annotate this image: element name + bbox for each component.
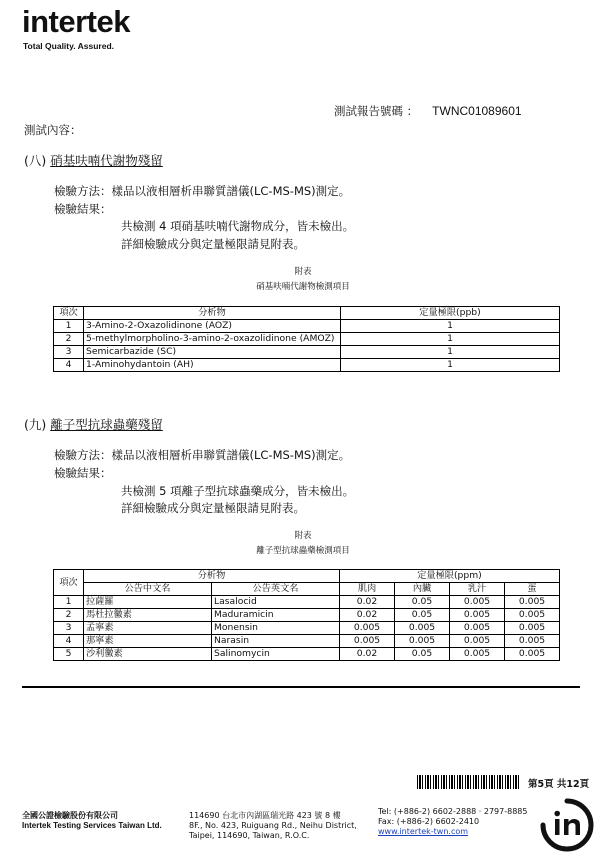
cell: 2 bbox=[54, 609, 84, 622]
footer-company bbox=[22, 811, 162, 831]
cell: 1 bbox=[341, 346, 560, 359]
anticoccidial-table bbox=[53, 569, 560, 661]
cell: 孟寧素 bbox=[84, 622, 212, 635]
divider bbox=[22, 686, 580, 688]
cell: 2 bbox=[54, 333, 84, 346]
cell: 1-Aminohydantoin (AH) bbox=[84, 359, 341, 372]
cell: 5 bbox=[54, 648, 84, 661]
section8-caption2: 硝基呋喃代謝物檢測項目 bbox=[256, 282, 350, 292]
col-header: 蛋 bbox=[505, 583, 560, 596]
cell: 1 bbox=[54, 320, 84, 333]
section8-method bbox=[54, 183, 350, 199]
section9-title-text: 離子型抗球蟲藥殘留 bbox=[50, 417, 163, 432]
method-text: 樣品以液相層析串聯質譜儀(LC-MS-MS)測定。 bbox=[111, 448, 351, 462]
cell: 4 bbox=[54, 359, 84, 372]
col-header: 公告英文名 bbox=[212, 583, 340, 596]
section8-result-line1: 共檢測 4 項硝基呋喃代謝物成分，皆未檢出。 bbox=[121, 219, 355, 233]
report-number-label: 測試報告號碼 ： bbox=[334, 104, 419, 118]
section8-prefix: (八) bbox=[24, 153, 47, 168]
fax: Fax: (+886-2) 6602-2410 bbox=[378, 817, 480, 826]
cell: 0.005 bbox=[505, 648, 560, 661]
cell: 0.005 bbox=[450, 609, 505, 622]
table-row bbox=[54, 648, 560, 661]
table-header-row bbox=[54, 570, 560, 583]
cell: 0.02 bbox=[340, 609, 395, 622]
table-row bbox=[54, 333, 560, 346]
cell: 0.005 bbox=[505, 635, 560, 648]
barcode bbox=[417, 775, 521, 789]
section9-result-line1: 共檢測 5 項離子型抗球蟲藥成分，皆未檢出。 bbox=[121, 484, 355, 498]
section8-caption1: 附表 bbox=[294, 267, 312, 277]
cell: 馬杜拉黴素 bbox=[84, 609, 212, 622]
cell: 0.005 bbox=[340, 622, 395, 635]
method-label: 檢驗方法： bbox=[54, 184, 112, 198]
cell: 0.02 bbox=[340, 648, 395, 661]
cell: 0.005 bbox=[505, 596, 560, 609]
col-header: 肌肉 bbox=[340, 583, 395, 596]
section9-caption1: 附表 bbox=[294, 531, 312, 541]
cell: 沙利黴素 bbox=[84, 648, 212, 661]
cell: Salinomycin bbox=[212, 648, 340, 661]
table-row bbox=[54, 622, 560, 635]
table-row bbox=[54, 359, 560, 372]
cell: 0.005 bbox=[450, 622, 505, 635]
cell: 0.02 bbox=[340, 596, 395, 609]
tel: Tel: (+886-2) 6602-2888 · 2797-8885 bbox=[378, 807, 528, 816]
section9-result-label: 檢驗結果： bbox=[54, 466, 112, 480]
section9-result-line2: 詳細檢驗成分與定量極限請見附表。 bbox=[121, 501, 305, 515]
col-header: 分析物 bbox=[84, 307, 341, 320]
cell: 0.005 bbox=[450, 648, 505, 661]
company-cn: 全國公證檢驗股份有限公司 bbox=[22, 811, 118, 820]
col-header: 分析物 bbox=[84, 570, 340, 583]
col-header: 定量極限(ppb) bbox=[341, 307, 560, 320]
address-en2: Taipei, 114690, Taiwan, R.O.C. bbox=[189, 831, 310, 840]
cell: Monensin bbox=[212, 622, 340, 635]
cell: 1 bbox=[341, 333, 560, 346]
col-header: 定量極限(ppm) bbox=[340, 570, 560, 583]
cell: 那寧素 bbox=[84, 635, 212, 648]
cell: 0.005 bbox=[450, 596, 505, 609]
page-number: 第5頁 共12頁 bbox=[528, 779, 590, 790]
cell: 0.05 bbox=[395, 609, 450, 622]
col-header: 內臟 bbox=[395, 583, 450, 596]
cell: 0.05 bbox=[395, 596, 450, 609]
col-header: 項次 bbox=[54, 570, 84, 596]
cell: 0.05 bbox=[395, 648, 450, 661]
intertek-logo: intertek bbox=[22, 4, 130, 39]
website-link[interactable]: www.intertek-twn.com bbox=[378, 827, 469, 836]
table-row bbox=[54, 596, 560, 609]
cell: 3 bbox=[54, 346, 84, 359]
table-subheader-row bbox=[54, 583, 560, 596]
section8-result-label: 檢驗結果： bbox=[54, 202, 112, 216]
section8-title-text: 硝基呋喃代謝物殘留 bbox=[50, 153, 163, 168]
report-number: TWNC01089601 bbox=[432, 104, 522, 118]
cell: Narasin bbox=[212, 635, 340, 648]
cell: Maduramicin bbox=[212, 609, 340, 622]
cell: 0.005 bbox=[395, 635, 450, 648]
cell: 4 bbox=[54, 635, 84, 648]
footer-address bbox=[189, 811, 357, 841]
cell: 1 bbox=[54, 596, 84, 609]
section9-method bbox=[54, 447, 350, 463]
logo-tagline: Total Quality. Assured. bbox=[23, 41, 114, 51]
content-label: 測試內容： bbox=[24, 123, 82, 137]
table-row bbox=[54, 346, 560, 359]
table-row bbox=[54, 609, 560, 622]
cell: 0.005 bbox=[395, 622, 450, 635]
report-number-row bbox=[334, 103, 522, 119]
col-header: 公告中文名 bbox=[84, 583, 212, 596]
cell: 1 bbox=[341, 320, 560, 333]
col-header: 項次 bbox=[54, 307, 84, 320]
col-header: 乳汁 bbox=[450, 583, 505, 596]
cell: 拉薩羅 bbox=[84, 596, 212, 609]
cell: 1 bbox=[341, 359, 560, 372]
cell: 5-methylmorpholino-3-amino-2-oxazolidinone (AMOZ) bbox=[84, 333, 341, 346]
cell: Lasalocid bbox=[212, 596, 340, 609]
method-text: 樣品以液相層析串聯質譜儀(LC-MS-MS)測定。 bbox=[111, 184, 351, 198]
table-row bbox=[54, 320, 560, 333]
cell: 0.005 bbox=[505, 622, 560, 635]
section9-caption2: 離子型抗球蟲藥檢測項目 bbox=[256, 546, 350, 556]
nitrofuran-table bbox=[53, 306, 560, 372]
table-header-row bbox=[54, 307, 560, 320]
cell: 3-Amino-2-Oxazolidinone (AOZ) bbox=[84, 320, 341, 333]
cell: 0.005 bbox=[505, 609, 560, 622]
section9-prefix: (九) bbox=[24, 417, 47, 432]
address-cn: 114690 台北市內湖區瑞光路 423 號 8 樓 bbox=[189, 811, 341, 820]
footer-contact bbox=[378, 807, 527, 837]
intertek-in-icon bbox=[539, 797, 595, 853]
section8-result-line2: 詳細檢驗成分與定量極限請見附表。 bbox=[121, 237, 305, 251]
section8-title bbox=[24, 151, 163, 169]
section9-title bbox=[24, 415, 163, 433]
company-en: Intertek Testing Services Taiwan Ltd. bbox=[22, 821, 162, 830]
cell: Semicarbazide (SC) bbox=[84, 346, 341, 359]
method-label: 檢驗方法： bbox=[54, 448, 112, 462]
cell: 3 bbox=[54, 622, 84, 635]
table-row bbox=[54, 635, 560, 648]
cell: 0.005 bbox=[450, 635, 505, 648]
cell: 0.005 bbox=[340, 635, 395, 648]
address-en1: 8F., No. 423, Ruiguang Rd., Neihu District, bbox=[189, 821, 357, 830]
